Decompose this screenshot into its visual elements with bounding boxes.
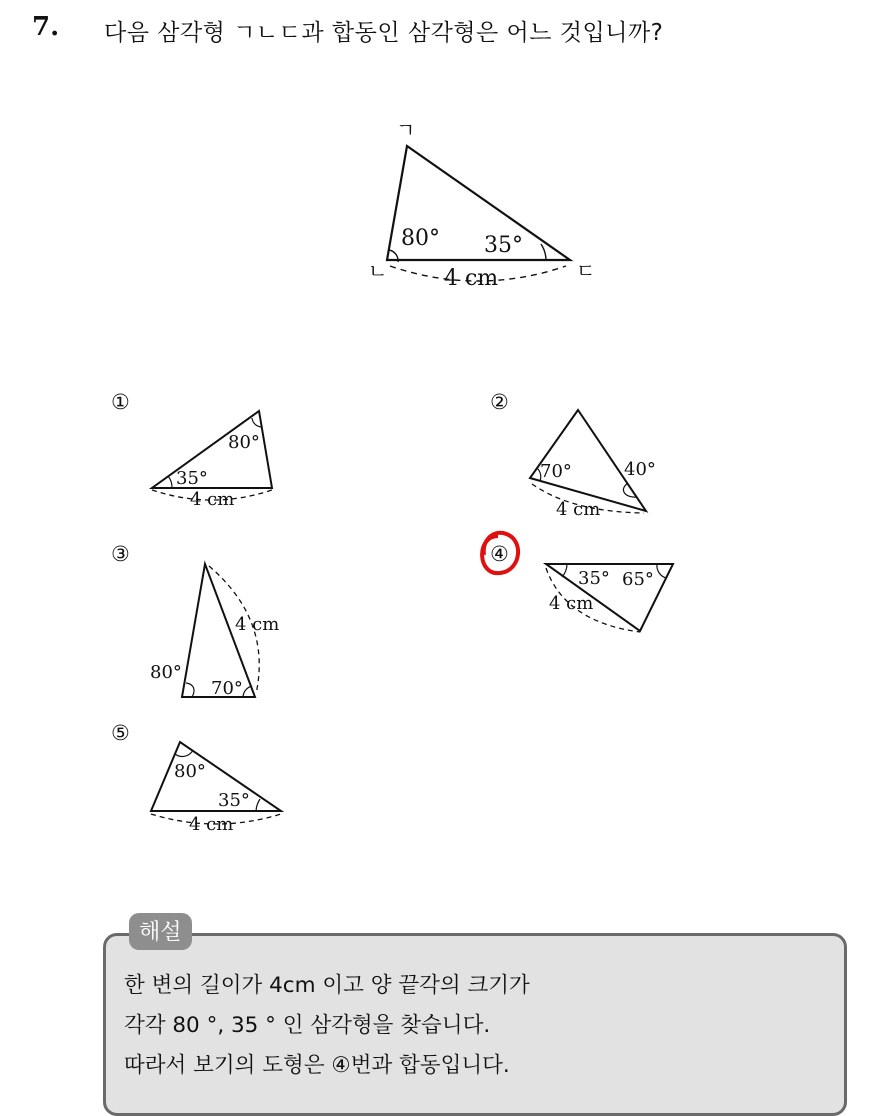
vertex-label: ㄱ (396, 118, 416, 142)
option-marker[interactable]: ① (111, 390, 130, 414)
option-4[interactable] (482, 533, 673, 632)
side-label: 4 cm (444, 266, 499, 291)
side-label: 4 cm (235, 614, 280, 635)
angle-label: 40° (624, 459, 656, 480)
option-3[interactable] (111, 542, 279, 699)
angle-label: 80° (401, 226, 440, 251)
option-marker[interactable]: ③ (111, 542, 130, 566)
question-number: 7. (32, 12, 60, 42)
vertex-label: ㄷ (576, 259, 596, 283)
option-marker[interactable]: ⑤ (111, 721, 130, 745)
question-text: 다음 삼각형 ㄱㄴㄷ과 합동인 삼각형은 어느 것입니까? (104, 20, 664, 46)
option-2[interactable] (490, 390, 656, 520)
option-1[interactable] (111, 390, 272, 510)
side-label: 4 cm (190, 489, 235, 510)
explanation-text (124, 966, 530, 1086)
option-5[interactable] (111, 721, 281, 835)
main-triangle (368, 118, 595, 291)
side-label: 4 cm (549, 593, 594, 614)
angle-label: 80° (150, 662, 182, 683)
angle-label: 80° (174, 761, 206, 782)
explanation-line: 한 변의 길이가 4cm 이고 양 끝각의 크기가 (124, 973, 530, 998)
angle-label: 35° (484, 233, 523, 258)
explanation-label: 해설 (129, 913, 192, 950)
angle-label: 65° (622, 569, 654, 590)
vertex-label: ㄴ (368, 259, 388, 283)
option-marker[interactable]: ④ (490, 542, 509, 566)
angle-label: 80° (228, 432, 260, 453)
angle-label: 35° (578, 568, 610, 589)
explanation-line: 따라서 보기의 도형은 ④번과 합동입니다. (124, 1053, 510, 1078)
angle-arc (541, 244, 546, 260)
angle-label: 35° (176, 468, 208, 489)
side-label: 4 cm (556, 499, 601, 520)
angle-label: 70° (211, 678, 243, 699)
side-label: 4 cm (189, 814, 234, 835)
explanation-line: 각각 80 °, 35 ° 인 삼각형을 찾습니다. (124, 1013, 491, 1038)
angle-label: 70° (540, 461, 572, 482)
angle-label: 35° (218, 790, 250, 811)
option-marker[interactable]: ② (490, 390, 509, 414)
